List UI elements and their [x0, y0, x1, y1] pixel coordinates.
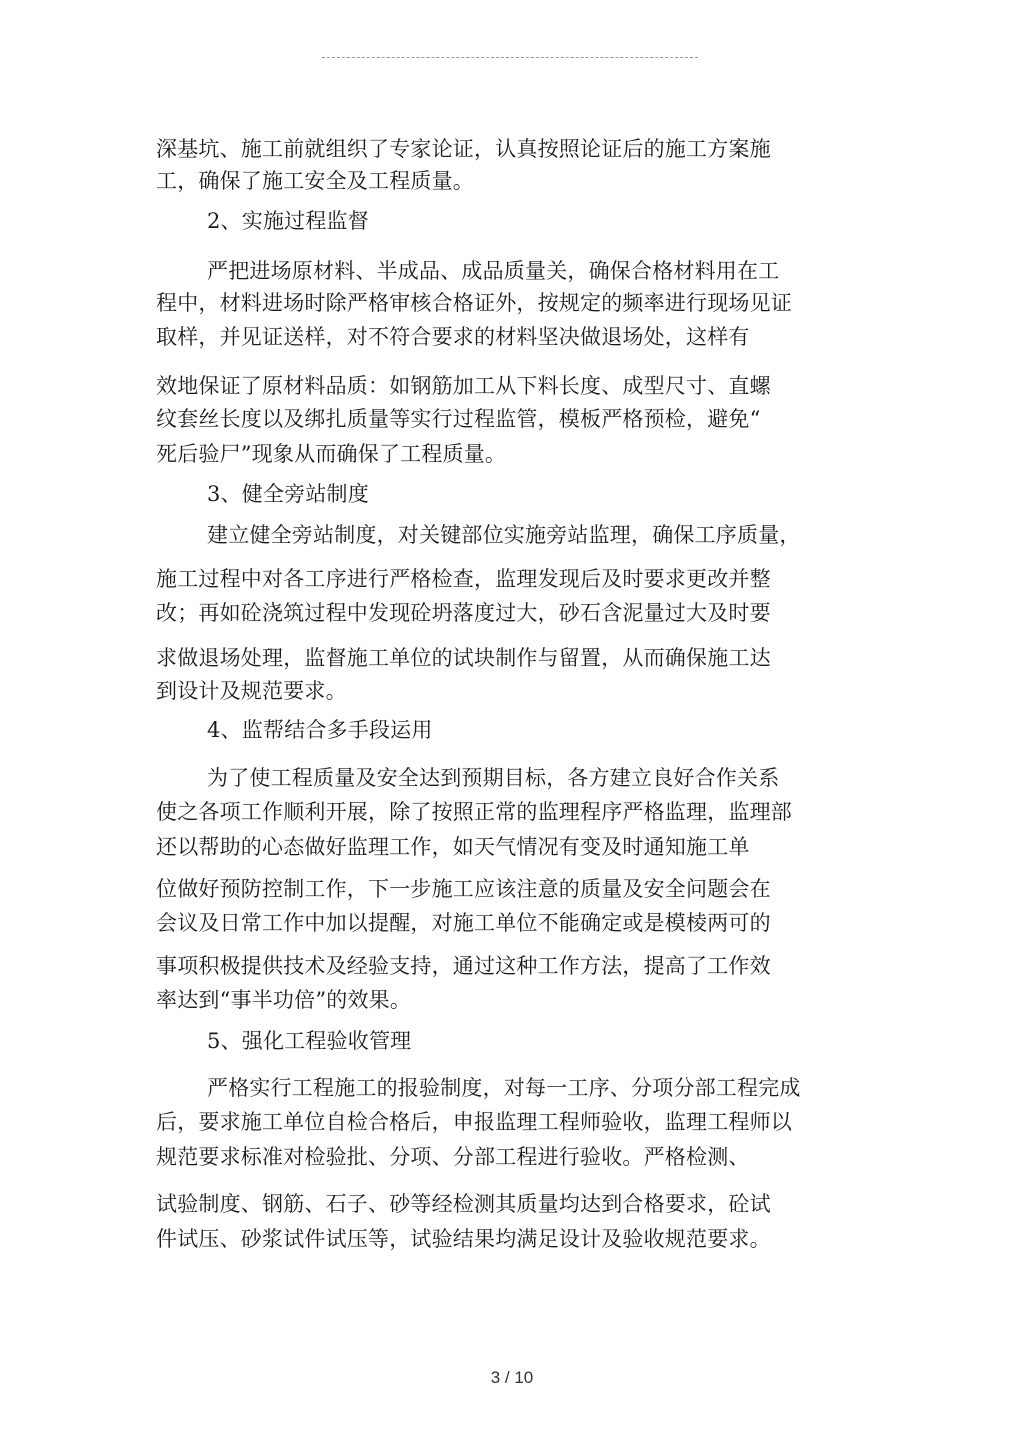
section-heading: 4、监帮结合多手段运用	[207, 718, 433, 742]
paragraph-line: 到设计及规范要求。	[156, 679, 347, 703]
paragraph-line: 死后验尸”现象从而确保了工程质量。	[156, 442, 507, 466]
header-divider	[322, 57, 698, 58]
section-heading: 2、实施过程监督	[207, 209, 369, 233]
section-heading: 3、健全旁站制度	[207, 482, 369, 506]
paragraph-line: 还以帮助的心态做好监理工作，如天气情况有变及时通知施工单	[156, 835, 750, 859]
paragraph-line: 为了使工程质量及安全达到预期目标，各方建立良好合作关系	[207, 766, 780, 790]
paragraph-line: 试验制度、钢筋、石子、砂等经检测其质量均达到合格要求，砼试	[156, 1192, 771, 1216]
paragraph-line: 程中，材料进场时除严格审核合格证外，按规定的频率进行现场见证	[156, 291, 792, 315]
paragraph-line: 求做退场处理，监督施工单位的试块制作与留置，从而确保施工达	[156, 646, 771, 670]
paragraph-line: 规范要求标准对检验批、分项、分部工程进行验收。严格检测、	[156, 1145, 750, 1169]
paragraph-line: 纹套丝长度以及绑扎质量等实行过程监管，模板严格预检，避免“	[156, 407, 761, 431]
paragraph-line: 会议及日常工作中加以提醒，对施工单位不能确定或是模棱两可的	[156, 911, 771, 935]
paragraph-line: 件试压、砂浆试件试压等，试验结果均满足设计及验收规范要求。	[156, 1227, 771, 1251]
paragraph-line: 严格实行工程施工的报验制度，对每一工序、分项分部工程完成	[207, 1076, 801, 1100]
paragraph-line: 深基坑、施工前就组织了专家论证，认真按照论证后的施工方案施	[156, 137, 771, 161]
section-heading: 5、强化工程验收管理	[207, 1029, 412, 1053]
paragraph-line: 效地保证了原材料品质：如钢筋加工从下料长度、成型尺寸、直螺	[156, 374, 771, 398]
paragraph-line: 建立健全旁站制度，对关键部位实施旁站监理，确保工序质量，	[207, 523, 801, 547]
paragraph-line: 率达到“事半功倍”的效果。	[156, 988, 412, 1012]
paragraph-line: 严把进场原材料、半成品、成品质量关，确保合格材料用在工	[207, 259, 780, 283]
paragraph-line: 使之各项工作顺利开展，除了按照正常的监理程序严格监理，监理部	[156, 800, 792, 824]
paragraph-line: 改；再如砼浇筑过程中发现砼坍落度过大，砂石含泥量过大及时要	[156, 601, 771, 625]
paragraph-line: 施工过程中对各工序进行严格检查，监理发现后及时要求更改并整	[156, 567, 771, 591]
paragraph-line: 位做好预防控制工作，下一步施工应该注意的质量及安全问题会在	[156, 877, 771, 901]
page-number: 3 / 10	[490, 1368, 534, 1387]
paragraph-line: 取样，并见证送样，对不符合要求的材料坚决做退场处，这样有	[156, 325, 750, 349]
paragraph-line: 工，确保了施工安全及工程质量。	[156, 169, 474, 193]
paragraph-line: 后，要求施工单位自检合格后，申报监理工程师验收，监理工程师以	[156, 1110, 792, 1134]
paragraph-line: 事项积极提供技术及经验支持，通过这种工作方法，提高了工作效	[156, 954, 771, 978]
